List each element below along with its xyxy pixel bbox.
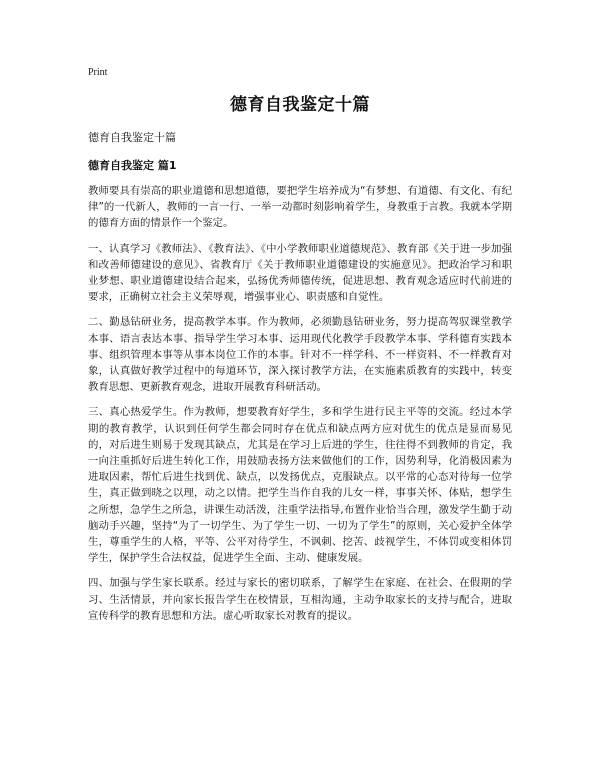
print-label: Print <box>88 67 108 78</box>
document-title: 德育自我鉴定十篇 <box>230 95 370 115</box>
paragraph-teaching: 二、勤恳钻研业务，提高教学本事。作为教师，必须勤恳钻研业务，努力提高驾驭课堂教学本事、语言表达本事、指导学生学习本事、运用现代化教学手段教学本事、学科德育实践本事、组织管理本事等从事本岗位工作的本事。针对不一样学科、不一样资料、不一样教育对象，认真做好教学过程中的每道环节，深入探讨教学方法，在实施素质教育的实践中，转变教育思想、更新教育观念，进取开展教育科研活动。 <box>88 316 512 394</box>
section-heading: 德育自我鉴定 篇1 <box>88 159 177 172</box>
document-subtitle: 德育自我鉴定十篇 <box>88 131 176 144</box>
document-page <box>88 66 512 633</box>
paragraph-students: 三、真心热爱学生。作为教师，想要教育好学生，多和学生进行民主平等的交流。经过本学期的教育教学，认识到任何学生都会同时存在优点和缺点两方应对优生的优点是显而易见的，对后进生则易于发现其缺点，尤其是在学习上后进的学生，往往得不到教师的肯定，我一向注重抓好后进生转化工作，用鼓励表扬方法来做他们的工作，因势利导，化消极因素为进取因素，帮忙后进生找到优、缺点，以发扬优点，克服缺点。以平常的心态对待每一位学生，真正做到晓之以理，动之以情。把学生当作自我的儿女一样，事事关怀、体贴，想学生之所想，急学生之所急，讲课生动活泼，注重学法指导,布置作业恰当合理，激发学生勤于动脑动手兴趣，坚持“为了一切学生、为了学生一切、一切为了学生”的原则，关心爱护全体学生，尊重学生的人格，平等、公平对待学生，不讽刺、挖苦、歧视学生，不体罚或变相体罚学生，保护学生合法权益，促进学生全面、主动、健康发展。 <box>88 406 512 565</box>
paragraph-intro: 教师要具有崇高的职业道德和思想道德，要把学生培养成为“有梦想、有道德、有文化、有纪律”的一代新人，教师的一言一行、一举一动都时刻影响着学生，身教重于言教。我就本学期的德育方面的情景作一个鉴定。 <box>88 185 512 230</box>
paragraph-study: 一、认真学习《教师法》、《教育法》、《中小学教师职业道德规范》、教育部《关于进一步加强和改善师德建设的意见》、省教育厅《关于教师职业道德建设的实施意见》。把政治学习和职业梦想、职业道德建设结合起来，弘扬优秀师德传统，促进思想、教育观念适应时代前进的要求，正确树立社会主义荣辱观，增强事业心、职责感和自觉性。 <box>88 242 512 304</box>
paragraph-parents: 四、加强与学生家长联系。经过与家长的密切联系，了解学生在家庭、在社会、在假期的学习、生活情景，并向家长报告学生在校情景，互相沟通，主动争取家长的支持与配合，进取宣传科学的教育思想和方法。虚心听取家长对教育的提议。 <box>88 577 512 622</box>
